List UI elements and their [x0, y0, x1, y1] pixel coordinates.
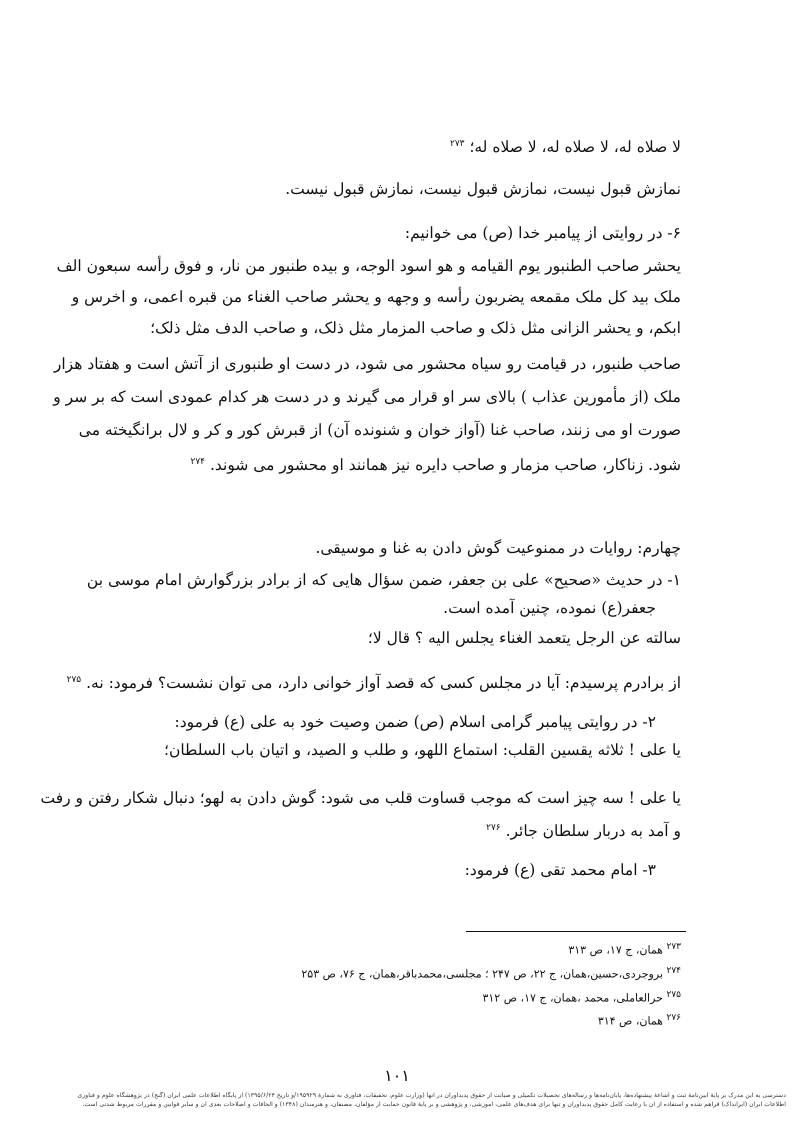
paragraph-line: صورت او می زنند، صاحب غنا (آواز خوان و شنونده آن) از قبرش کور و کر و لال برانگیخته می [78, 421, 681, 439]
item-heading: ۶- در روایتی از پیامبر خدا (ص) می خوانیم: [404, 224, 681, 242]
item-heading: ۲- در روایتی پیامبر گرامی اسلام (ص) ضمن وصیت خود به علی (ع) فرمود: [174, 713, 656, 731]
arabic-hadith-line: یحشر صاحب الطنبور یوم القیامه و هو اسود الوجه، و بیده طنبور من نار، و فوق رأسه سبعون الف [56, 257, 681, 275]
paragraph-line: و آمد به دربار سلطان جائر. $^{۲۷۶}$ [486, 822, 681, 841]
paragraph-line: ۱- در حدیث «صحیح» علی بن جعفر، ضمن سؤال هایی که از برادر بزرگوارش امام موسی بن [86, 571, 681, 589]
item-heading: ۳- امام محمد تقی (ع) فرمود: [464, 861, 656, 879]
paragraph-line: جعفر(ع) نموده، چنین آمده است. [443, 599, 656, 617]
translation-line: از برادرم پرسیدم: آیا در مجلس کسی که قصد آواز خوانی دارد، می توان نشست؟ فرمود: نه. $^{۲۷۵}$ [66, 674, 681, 693]
footnote-ref: ۲۷۳ [449, 139, 465, 149]
arabic-quote-line: لا صلاه له، لا صلاه له، لا صلاه له؛ $^{۲۷۳}$ [449, 138, 681, 157]
paragraph-line: صاحب طنبور، در قیامت رو سیاه محشور می شود، در دست او طنبوری از آتش است و هفتاد هزار [53, 355, 681, 373]
footnote: $^{۲۷۵}$ حرالعاملی، محمد ،همان، ج ۱۷، ص ۳۱۲ [482, 990, 681, 1005]
arabic-quote-line: یا علی ! ثلاثه یقسین القلب: استماع اللهو، و طلب و الصید، و اتیان باب السلطان؛ [164, 741, 681, 759]
footnote-ref: ۲۷۶ [486, 823, 501, 833]
arabic-quote-line: سالته عن الرجل یتعمد الغناء یجلس الیه ؟ قال لا؛ [367, 629, 681, 647]
arabic-hadith-line: ملک بید کل ملک مقمعه یضربون رأسه و وجهه و یحشر صاحب الغناء من قبره اعمی، و اخرس و [71, 288, 681, 306]
footnote-number: ۲۷۵ [666, 990, 681, 1000]
page-number: ۱۰۱ [384, 1066, 410, 1085]
paragraph-line: یا علی ! سه چیز است که موجب قساوت قلب می شود: گوش دادن به لهو؛ دنبال شکار رفتن و رفت [40, 789, 681, 807]
paragraph-line: شود. زناکار، صاحب مزمار و صاحب دایره نیز همانند او محشور می شوند. $^{۲۷۴}$ [190, 456, 681, 475]
copyright-notice: اطلاعات ایران (ایرانداک) فراهم شده و استفاده از آن با رعایت کامل حقوق پدیدآوران و تنها برای هدف‌های علمی، آموزشی، و پژوهشی و بر پایهٔ قانون حمایت از مؤلفان، مصنفان، و هنرمندان (۱۳۴۸) و الحاقات و اصلاحات بعدی آن و سایر قوانین و مقررات مربوط شدنی است. [82, 1101, 786, 1108]
footnote-number: ۲۷۶ [666, 1013, 681, 1023]
paragraph-line: ملک (از مأمورین عذاب ) بالای سر او قرار می گیرند و در دست هر کدام عمودی است که بر سر و [53, 388, 681, 406]
section-heading: چهارم: روایات در ممنوعیت گوش دادن به غنا و موسیقی. [315, 539, 681, 557]
footnote: $^{۲۷۴}$ بروجردی،حسین،همان، ج ۲۲، ص ۲۴۷ ؛ مجلسی،محمدباقر،همان، ج ۷۶، ص ۲۵۳ [301, 966, 681, 981]
arabic-hadith-line: ابکم، و یحشر الزانی مثل ذلک و صاحب المزمار مثل ذلک، و صاحب الدف مثل ذلک؛ [150, 319, 681, 337]
footnote-number: ۲۷۳ [666, 942, 681, 952]
footnote-separator [466, 931, 686, 932]
footnote-number: ۲۷۴ [666, 966, 681, 976]
footnote: $^{۲۷۶}$ همان، ص ۳۱۴ [597, 1013, 681, 1028]
footnote-ref: ۲۷۴ [190, 457, 206, 467]
translation-line: نمازش قبول نیست، نمازش قبول نیست، نمازش قبول نیست. [285, 180, 681, 198]
footnote-ref: ۲۷۵ [66, 675, 82, 685]
footnote: $^{۲۷۳}$ همان، ج ۱۷، ص ۳۱۳ [568, 942, 681, 957]
copyright-notice: دسترسی به این مدرک بر پایهٔ آیین‌نامهٔ ثبت و اشاعهٔ پیشنهاده‌ها، پایان‌نامه‌ها و رساله‌های تحصیلات تکمیلی و صیانت از حقوق پدیدآوران در آنها (وزارت علوم، تحقیقات، فناوری به شمارهٔ ۱۹۵۹۲۹/و تاریخ ۱۳۹۵/۶/۲۴) از پایگاه اطلاعات علمی ایران (گنج) در پژوهشگاه علوم و فناوری [77, 1092, 786, 1099]
